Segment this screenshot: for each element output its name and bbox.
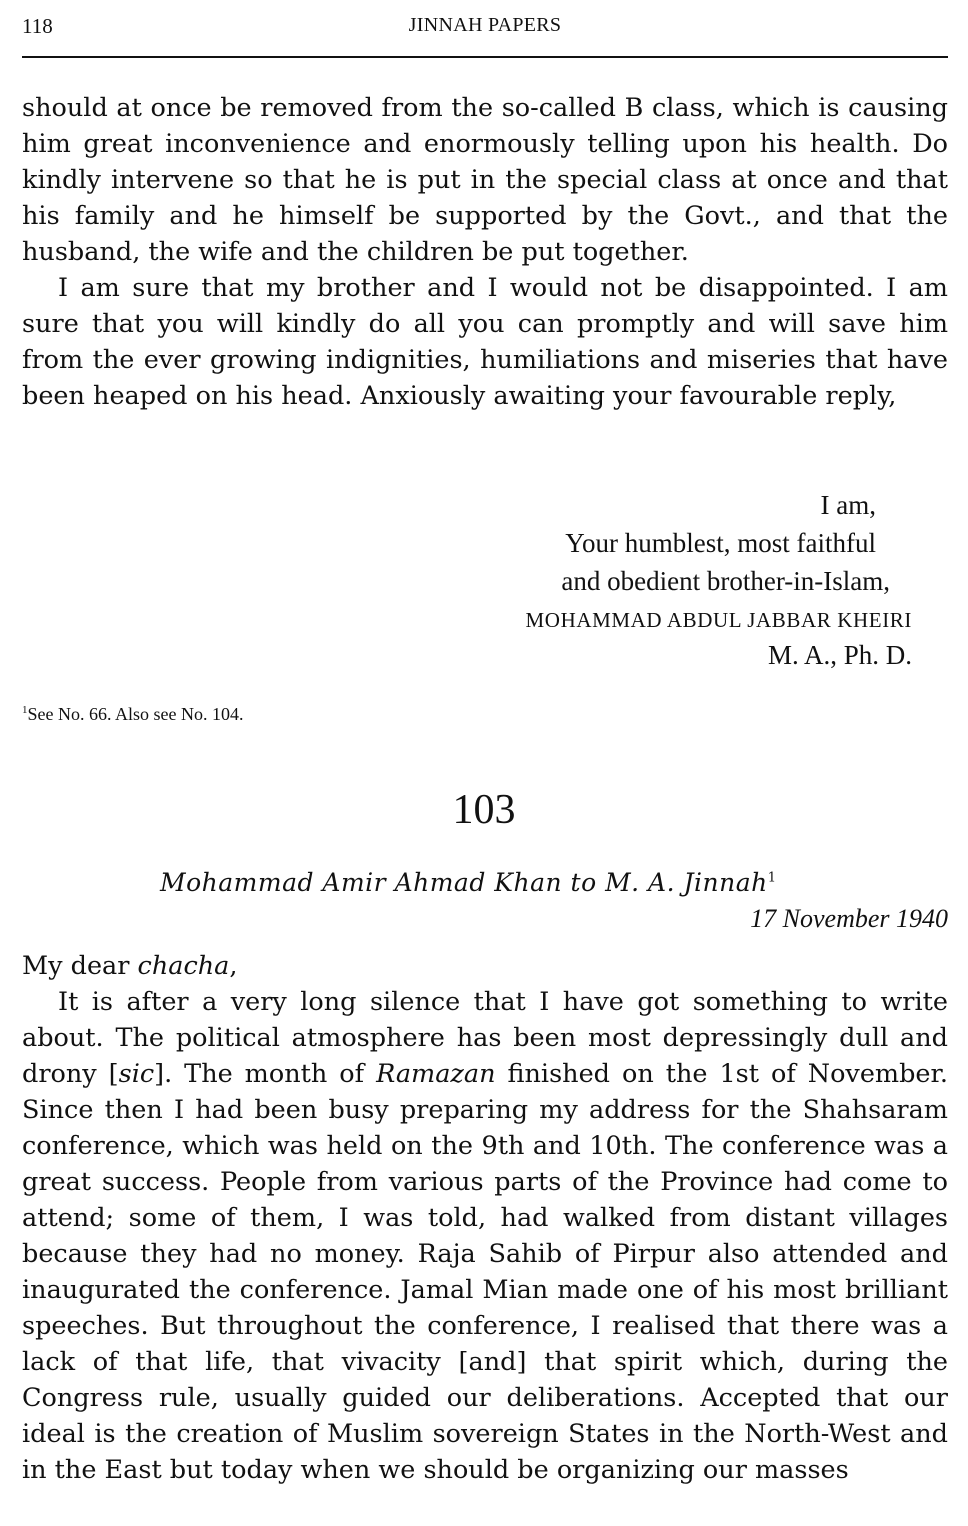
paragraph: should at once be removed from the so-called B class, which is causing him great inconvenience and enormously telling upon his health. Do kindly intervene so that he is put in the special class at once and that his family and he himself be supported by the Govt., and that the husband, the wife and the children be put together.: [22, 93, 948, 267]
ramazan-term: Ramazan: [376, 1059, 496, 1089]
closing-line: I am,: [820, 490, 876, 520]
running-head: JINNAH PAPERS: [408, 14, 562, 36]
paragraph: I am sure that my brother and I would not be disappointed. I am sure that you will kindly do all you can promptly and will save him from the ever growing indignities, humiliations and miseries that have been heaped on his head. Anxiously awaiting your favourable reply,: [22, 273, 948, 411]
body-text-span: It is after a very long silence that I have got something to write about. The political atmosphere has been most depressingly dull and drony [: [22, 987, 948, 1089]
paragraph: [22, 984, 948, 1488]
document-title-text: Mohammad Amir Ahmad Khan to M. A. Jinnah: [160, 868, 768, 897]
footnote-marker: 1: [22, 704, 28, 716]
page-header: [22, 14, 948, 44]
footnote: [22, 704, 243, 725]
signature: MOHAMMAD ABDUL JABBAR KHEIRI: [525, 608, 912, 632]
letter-body: [22, 984, 948, 1488]
document-date: 17 November 1940: [750, 904, 948, 933]
footnote-text: See No. 66. Also see No. 104.: [27, 704, 244, 724]
credentials: M. A., Ph. D.: [767, 640, 912, 670]
closing-line: and obedient brother-in-Islam,: [561, 566, 890, 596]
sic-term: sic: [118, 1059, 155, 1089]
salutation-term: chacha: [137, 951, 230, 981]
previous-letter-body: [22, 90, 948, 414]
document-title: [160, 868, 777, 897]
page-number: 118: [22, 14, 53, 38]
body-text-span: ]. The month of: [154, 1059, 377, 1089]
body-text-span: finished on the 1st of November. Since then I had been busy preparing my address for the Shahsaram conference, which was held on the 9th and 10th. The conference was a great success. People from various parts of the Province had come to attend; some of them, I was told, had walked from distant villages because they had no money. Raja Sahib of Pirpur also attended and inaugurated the conference. Jamal Mian made one of his most brilliant speeches. But throughout the conference, I realised that there was a lack of that life, that vivacity [and] that spirit which, during the Congress rule, usually guided our deliberations. Accepted that our ideal is the creation of Muslim sovereign States in the North-West and in the East but today when we should be organizing our masses: [22, 1059, 949, 1485]
salutation-prefix: My dear: [22, 951, 138, 981]
document-number: 103: [452, 787, 516, 833]
header-rule: [22, 56, 948, 58]
title-note-marker: 1: [767, 870, 777, 886]
closing-line: Your humblest, most faithful: [565, 528, 876, 558]
salutation-suffix: ,: [229, 951, 238, 981]
salutation: [22, 948, 237, 984]
